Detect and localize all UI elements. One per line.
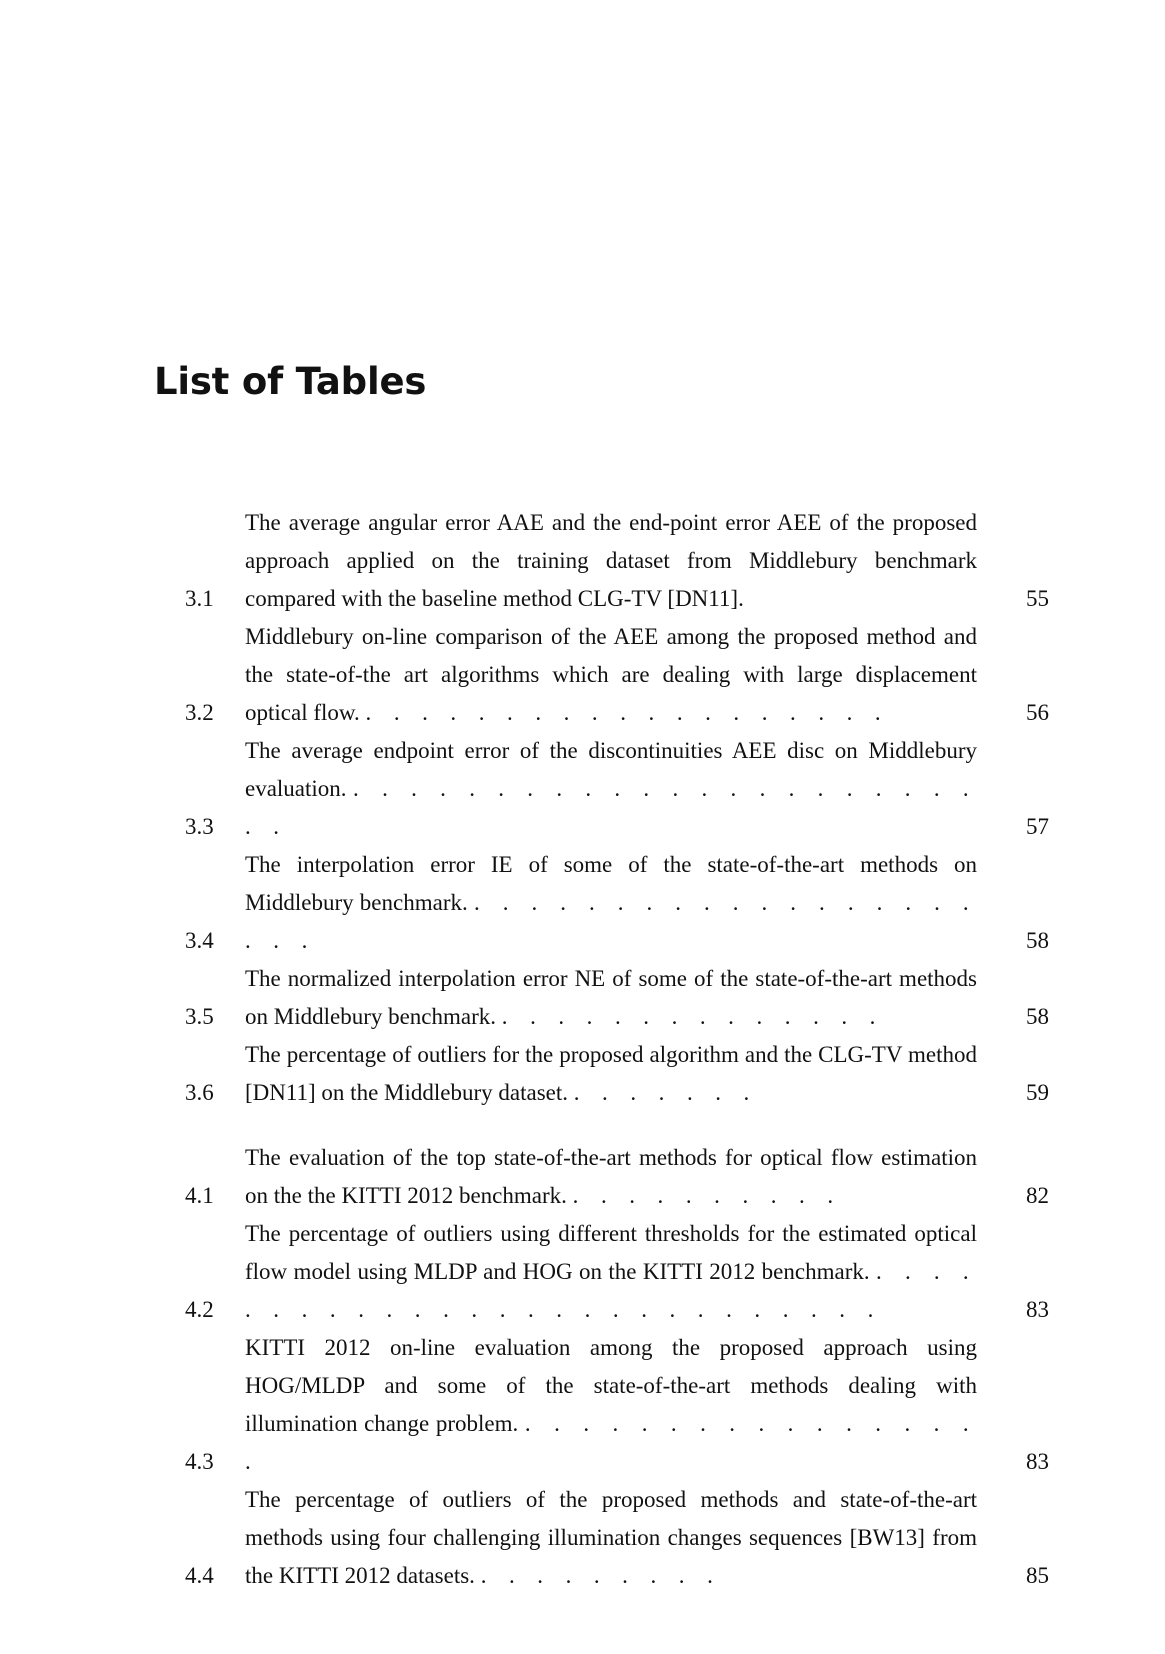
entry-caption (245, 1036, 977, 1112)
entry-text: Middlebury on-line comparison of the AEE among the proposed method and the state-of-the art algorithms which are dealing with large displacement optical flow. (245, 624, 977, 725)
entry-caption (245, 1215, 977, 1329)
dot-leader: . . . . . . . . . . . . . . . . . . . . . . . . . . . (245, 1259, 978, 1322)
toc-entry[interactable] (185, 960, 1049, 1036)
entry-page-number: 57 (1026, 814, 1049, 839)
entry-page-number: 58 (1026, 1004, 1049, 1029)
dot-leader: . . . . . . . . . . . . . . . . . . . . . . . . (245, 776, 978, 839)
entry-page-number: 83 (1026, 1297, 1049, 1322)
entry-number: 3.5 (185, 1004, 214, 1029)
entry-number: 4.1 (185, 1183, 214, 1208)
entry-caption (245, 618, 977, 732)
entry-page-number: 59 (1026, 1080, 1049, 1105)
dot-leader: . . . . . . . . . . . . . . . . . . . . . (245, 890, 978, 953)
dot-leader: . . . . . . . . . . . . . . . . . (245, 1411, 978, 1474)
entry-text: The evaluation of the top state-of-the-art methods for optical flow estimation on the the KITTI 2012 benchmark. (245, 1145, 977, 1208)
toc-entry[interactable] (185, 846, 1049, 960)
toc-entry[interactable] (185, 1481, 1049, 1595)
dot-leader: . . . . . . . . . . . . . . . . . . . (365, 700, 890, 725)
entry-number: 4.3 (185, 1449, 214, 1474)
entry-text: The average angular error AAE and the end-point error AEE of the proposed approach applied on the training dataset from Middlebury benchmark compared with the baseline method CLG-TV [DN11]. (245, 510, 977, 611)
dot-leader: . . . . . . . . . . . . . . (501, 1004, 884, 1029)
entry-text: The normalized interpolation error NE of some of the state-of-the-art methods on Middlebury benchmark. (245, 966, 977, 1029)
entry-page-number: 82 (1026, 1183, 1049, 1208)
toc-entry[interactable] (185, 1139, 1049, 1215)
entry-text: The average endpoint error of the discontinuities AEE disc on Middlebury evaluation. (245, 738, 977, 801)
entry-number: 3.6 (185, 1080, 214, 1105)
entry-page-number: 56 (1026, 700, 1049, 725)
chapter-3-group (185, 504, 1049, 1112)
entry-text: The percentage of outliers using different thresholds for the estimated optical flow model using MLDP and HOG on the KITTI 2012 benchmark. (245, 1221, 977, 1284)
entry-number: 3.2 (185, 700, 214, 725)
dot-leader: . . . . . . . . . (480, 1563, 722, 1588)
entry-number: 4.4 (185, 1563, 214, 1588)
entry-text: The percentage of outliers of the proposed methods and state-of-the-art methods using four challenging illumination changes sequences [BW13] from the KITTI 2012 datasets. (245, 1487, 977, 1588)
entry-text: The interpolation error IE of some of the state-of-the-art methods on Middlebury benchmark. (245, 852, 977, 915)
toc-entry[interactable] (185, 732, 1049, 846)
entry-page-number: 55 (1026, 586, 1049, 611)
dot-leader: . . . . . . . . . . (572, 1183, 842, 1208)
toc-entry[interactable] (185, 1036, 1049, 1112)
entry-caption (245, 1481, 977, 1595)
entry-number: 3.3 (185, 814, 214, 839)
entry-caption (245, 846, 977, 960)
entry-caption (245, 504, 977, 618)
entry-caption (245, 1329, 977, 1481)
list-of-tables (185, 504, 1049, 1595)
toc-entry[interactable] (185, 504, 1049, 618)
entry-number: 3.1 (185, 586, 214, 611)
toc-entry[interactable] (185, 618, 1049, 732)
entry-caption (245, 732, 977, 846)
page-title: List of Tables (154, 360, 427, 403)
entry-caption (245, 960, 977, 1036)
entry-text: The percentage of outliers for the proposed algorithm and the CLG-TV method [DN11] on the Middlebury dataset. (245, 1042, 977, 1105)
entry-number: 3.4 (185, 928, 214, 953)
entry-text: KITTI 2012 on-line evaluation among the proposed approach using HOG/MLDP and some of the state-of-the-art methods dealing with illumination change problem. (245, 1335, 977, 1436)
toc-entry[interactable] (185, 1329, 1049, 1481)
entry-number: 4.2 (185, 1297, 214, 1322)
entry-page-number: 58 (1026, 928, 1049, 953)
dot-leader: . . . . . . . (573, 1080, 758, 1105)
entry-page-number: 83 (1026, 1449, 1049, 1474)
entry-page-number: 85 (1026, 1563, 1049, 1588)
chapter-4-group (185, 1139, 1049, 1595)
toc-entry[interactable] (185, 1215, 1049, 1329)
entry-caption (245, 1139, 977, 1215)
